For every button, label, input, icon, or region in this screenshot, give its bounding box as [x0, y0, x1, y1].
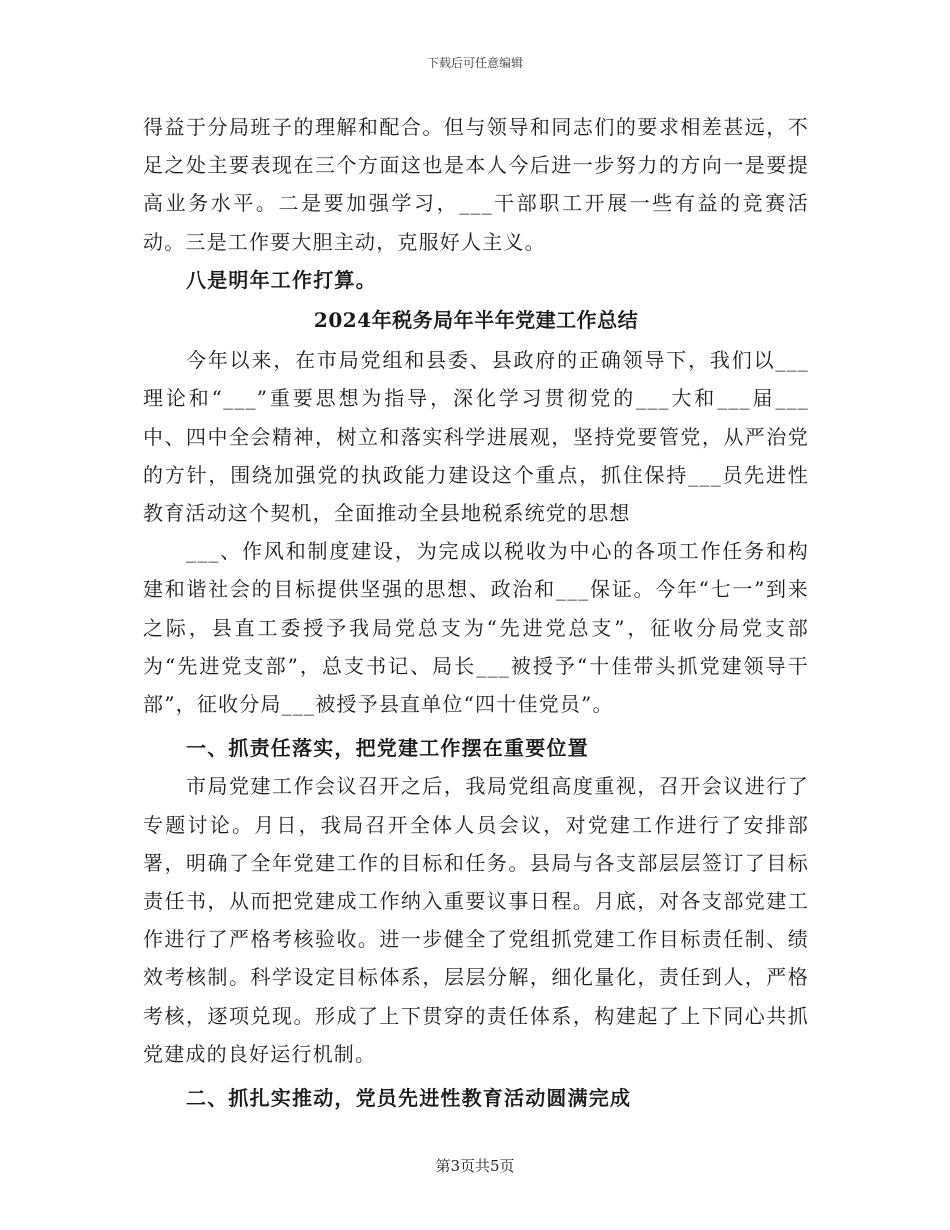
section-heading-next-year-plan: 八是明年工作打算。: [186, 267, 377, 292]
section-heading-2: 二、抓扎实推动，党员先进性教育活动圆满完成: [186, 1086, 632, 1111]
paragraph-responsibility: 市局党建工作会议召开之后，我局党组高度重视，召开会议进行了专题讨论。月日，我局召开全体人员会议，对党建工作进行了安排部署，明确了全年党建工作的目标和任务。县局与各支部层层签订了目标责任书，从而把党建成工作纳入重要议事日程。月底，对各支部党建工作进行了严格考核验收。进一步健全了党组抓党建工作目标责任制、绩效考核制。科学设定目标体系，层层分解，细化量化，责任到人，严格考核，逐项兑现。形成了上下贯穿的责任体系，构建起了上下同心共抓党建成的良好运行机制。: [143, 774, 809, 1066]
page-number: 第3页共5页: [435, 1157, 515, 1175]
header-note: 下载后可任意编辑: [426, 56, 523, 70]
paragraph-achievements: ___、作风和制度建设，为完成以税收为中心的各项工作任务和构建和谐社会的目标提供坚强的思想、政治和___保证。今年“七一”到来之际，县直工委授予我局党总支为“先进党总支”，征收分局党支部为“先进党支部”，总支书记、局长___被授予“十佳带头抓党建领导干部”，征收分局___被授予县直单位“四十佳党员”。: [143, 539, 809, 717]
document-title: 2024年税务局年半年党建工作总结: [313, 308, 639, 333]
document-body: [143, 108, 809, 1117]
paragraph-intro: 今年以来，在市局党组和县委、县政府的正确领导下，我们以___理论和“___”重要思想为指导，深化学习贯彻党的___大和___届___中、四中全会精神，树立和落实科学进展观，坚持党要管党，从严治党的方针，围绕加强党的执政能力建设这个重点，抓住保持___员先进性教育活动这个契机，全面推动全县地税系统党的思想: [143, 348, 809, 526]
section-heading-1: 一、抓责任落实，把党建工作摆在重要位置: [186, 736, 589, 761]
paragraph-continuation: 得益于分局班子的理解和配合。但与领导和同志们的要求相差甚远，不足之处主要表现在三个方面这也是本人今后进一步努力的方向一是要提高业务水平。二是要加强学习，___干部职工开展一些有益的竞赛活动。三是工作要大胆主动，克服好人主义。: [143, 115, 809, 254]
